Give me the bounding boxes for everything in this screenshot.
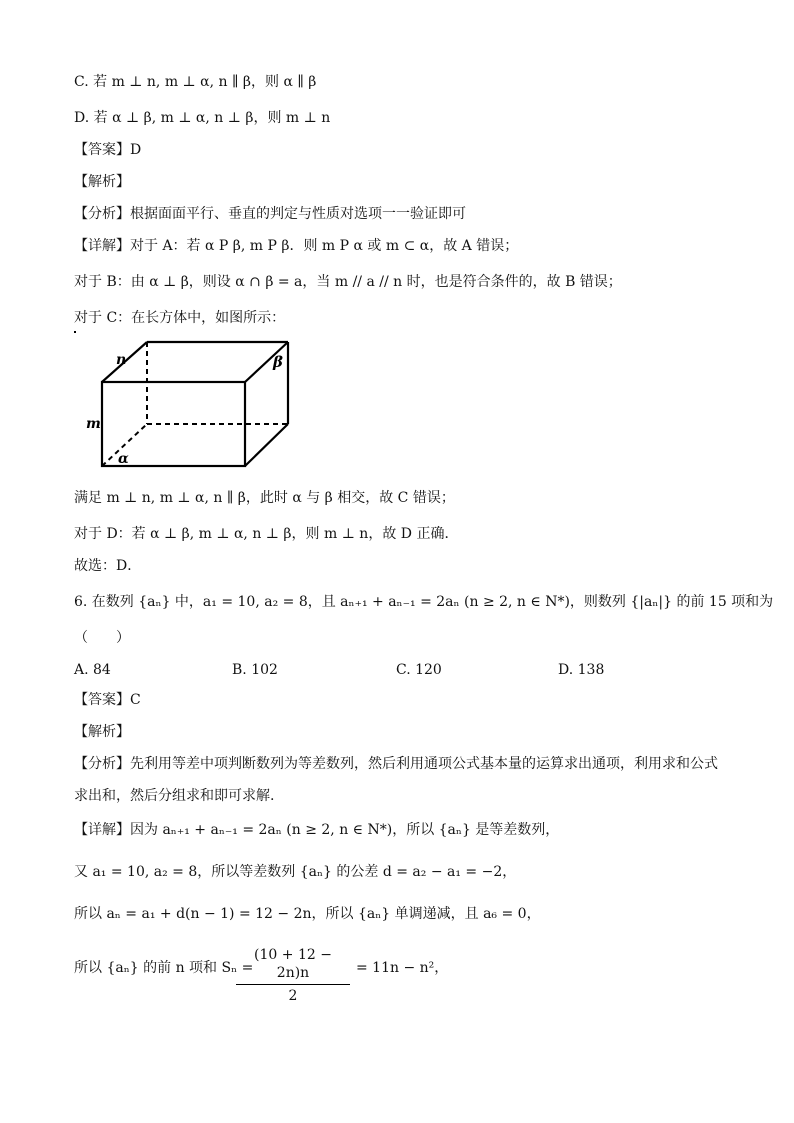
sum-formula-prefix: 所以 {aₙ} 的前 n 项和 Sₙ =: [74, 960, 254, 976]
detail-2b: 又 a₁ = 10, a₂ = 8，所以等差数列 {aₙ} 的公差 d = a₂ − a₁ = −2，: [74, 864, 517, 880]
detail-c-intro: 对于 C：在长方体中，如图所示：: [74, 310, 286, 326]
answer-label-2: 【答案】C: [74, 692, 141, 708]
sum-fraction: [236, 946, 350, 1005]
analysis-label: 【解析】: [74, 174, 130, 190]
detail-2c: 所以 aₙ = a₁ + d(n − 1) = 12 − 2n，所以 {aₙ} 单调递减，且 a₆ = 0，: [74, 906, 541, 922]
option-a: A. 84: [74, 662, 111, 678]
satisfy-line: 满足 m ⊥ n, m ⊥ α, n ∥ β，此时 α 与 β 相交，故 C 错误；: [74, 490, 455, 506]
analysis-label-2: 【解析】: [74, 724, 130, 740]
detail-b: 对于 B：由 α ⊥ β，则设 α ∩ β = a，当 m // a // n 时，也是符合条件的，故 B 错误；: [74, 274, 622, 290]
fraction-numerator: (10 + 12 − 2n)n: [254, 947, 332, 981]
sum-formula-suffix: = 11n − n²，: [356, 960, 449, 976]
label-alpha: α: [118, 451, 129, 467]
cuboid-figure: [80, 336, 300, 476]
answer-label: 【答案】D: [74, 142, 142, 158]
choose-line: 故选：D．: [74, 558, 142, 574]
analysis-summary-2b: 求出和，然后分组求和即可求解.: [74, 788, 275, 804]
option-b: B. 102: [232, 662, 278, 678]
option-d: D. 138: [558, 662, 605, 678]
option-c-text: C. 若 m ⊥ n, m ⊥ α, n ∥ β，则 α ∥ β: [74, 74, 317, 90]
label-m: m: [86, 416, 101, 432]
bottom-right-edge: [245, 424, 288, 466]
label-n: n: [116, 352, 127, 368]
option-c: C. 120: [396, 662, 442, 678]
detail-d: 对于 D：若 α ⊥ β, m ⊥ α, n ⊥ β，则 m ⊥ n，故 D 正确．: [74, 526, 459, 542]
detail-a: 【详解】对于 A：若 α P β, m P β．则 m P α 或 m ⊂ α，故 A 错误；: [74, 238, 519, 254]
label-beta: β: [273, 353, 283, 371]
analysis-summary-2a: 【分析】先利用等差中项判断数列为等差数列，然后利用通项公式基本量的运算求出通项，利用求和公式: [74, 756, 718, 772]
fraction-denominator: 2: [288, 988, 298, 1004]
question-6: 6. 在数列 {aₙ} 中，a₁ = 10, a₂ = 8，且 aₙ₊₁ + aₙ₋₁ = 2aₙ (n ≥ 2, n ∈ N*)，则数列 {|aₙ|} 的前 15 项和为: [74, 594, 774, 610]
option-d-text: D. 若 α ⊥ β, m ⊥ α, n ⊥ β，则 m ⊥ n: [74, 110, 331, 126]
detail-2a: 【详解】因为 aₙ₊₁ + aₙ₋₁ = 2aₙ (n ≥ 2, n ∈ N*)，所以 {aₙ} 是等差数列，: [74, 822, 560, 838]
question-6-paren: （ ）: [74, 630, 130, 646]
fraction-bar: [236, 984, 350, 985]
stray-dot: [74, 331, 76, 333]
analysis-summary: 【分析】根据面面平行、垂直的判定与性质对选项一一验证即可: [74, 206, 466, 222]
